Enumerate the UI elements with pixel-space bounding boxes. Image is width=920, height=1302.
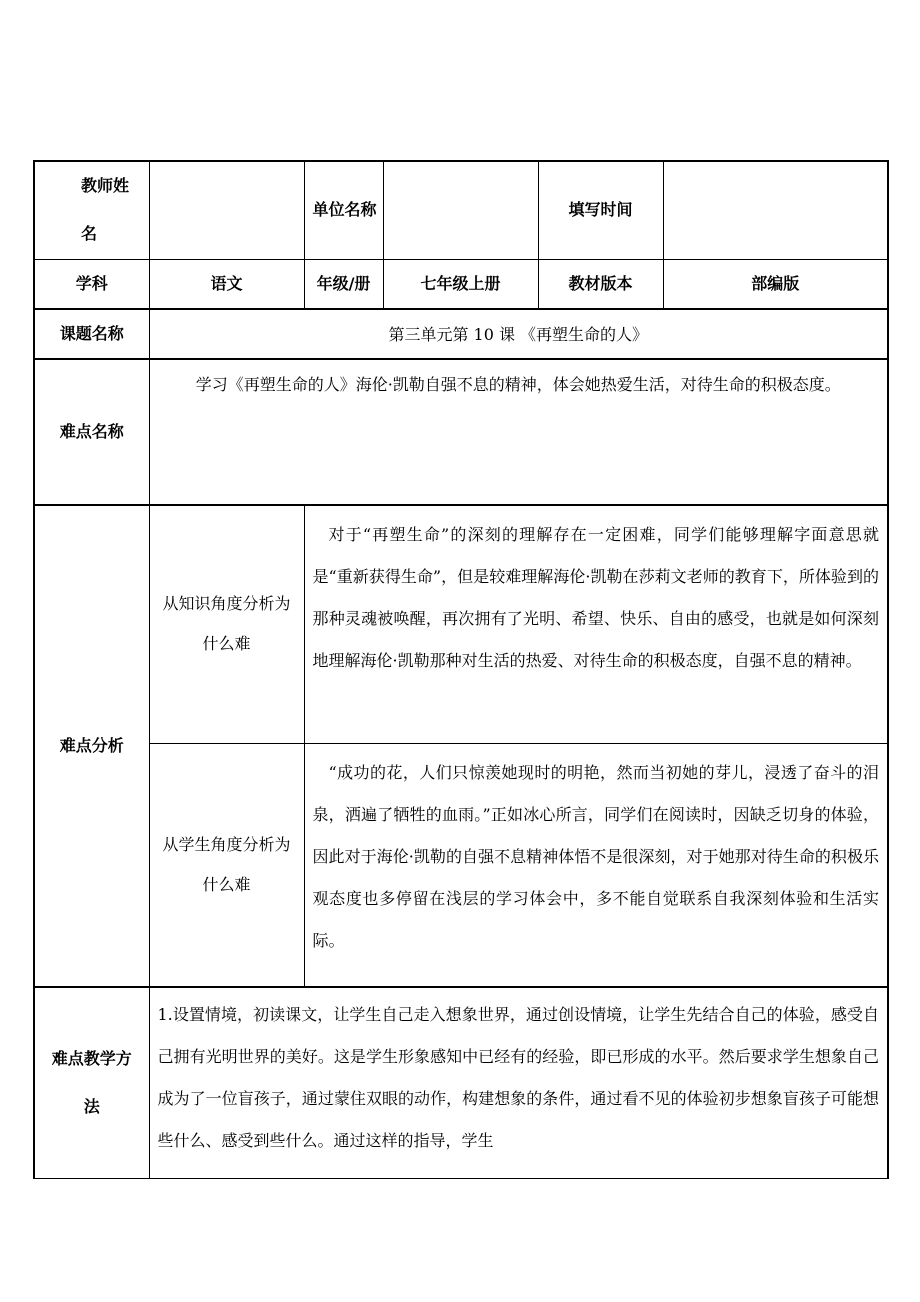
method-row	[34, 987, 888, 1179]
grade-label: 年级/册	[304, 259, 383, 309]
lesson-plan-table	[33, 160, 889, 1179]
teacher-name-label-cell	[34, 161, 149, 259]
knowledge-text: 对于“再塑生命”的深刻的理解存在一定困难，同学们能够理解字面意思就是“重新获得生命”，但是较难理解海伦·凯勒在莎莉文老师的教育下，所体验到的那种灵魂被唤醒，再次拥有了光明、希望、快乐、自由的感受，也就是如何深刻地理解海伦·凯勒那种对生活的热爱、对待生命的积极态度，自强不息的精神。	[312, 524, 879, 670]
edition-label: 教材版本	[538, 259, 663, 309]
student-label-cell	[149, 744, 304, 987]
unit-name-label-cell	[304, 161, 383, 259]
grade-value: 七年级上册	[383, 259, 538, 309]
difficulty-label: 难点名称	[34, 359, 149, 505]
lesson-row	[34, 309, 888, 359]
analysis-row-knowledge	[34, 505, 888, 744]
subject-value: 语文	[149, 259, 304, 309]
method-text-clip	[158, 994, 880, 1178]
teacher-name-value[interactable]	[149, 161, 304, 259]
lesson-label: 课题名称	[34, 309, 149, 359]
unit-name-label: 单位名称	[312, 200, 377, 220]
fill-time-value[interactable]	[663, 161, 888, 259]
header-row-2	[34, 259, 888, 309]
student-label: 从学生角度分析为什么难	[162, 834, 291, 894]
method-text: 1.设置情境，初读课文，让学生自己走入想象世界，通过创设情境，让学生先结合自己的体验，感受自己拥有光明世界的美好。这是学生形象感知中已经有的经验，即已形成的水平。然后要求学生想象自己成为了一位盲孩子，通过蒙住双眼的动作，构建想象的条件，通过看不见的体验初步想象盲孩子可能想些什么、感受到些什么。通过这样的指导，学生	[157, 1004, 879, 1150]
analysis-row-student	[34, 744, 888, 987]
student-text: “成功的花，人们只惊羡她现时的明艳，然而当初她的芽儿，浸透了奋斗的泪泉，洒遍了牺牲的血雨。”正如冰心所言，同学们在阅读时，因缺乏切身的体验，因此对于海伦·凯勒的自强不息精神体悟不是很深刻，对于她那对待生命的积极乐观态度也多停留在浅层的学习体会中，多不能自觉联系自我深刻体验和生活实际。	[312, 763, 879, 950]
teacher-name-label: 教师姓名	[81, 176, 130, 244]
unit-name-value[interactable]	[383, 161, 538, 259]
fill-time-label: 填写时间	[538, 161, 663, 259]
difficulty-row	[34, 359, 888, 505]
knowledge-text-cell	[304, 505, 888, 744]
knowledge-label-cell	[149, 505, 304, 744]
method-label-cell	[34, 987, 149, 1179]
difficulty-value-cell	[149, 359, 888, 505]
edition-value: 部编版	[663, 259, 888, 309]
analysis-label: 难点分析	[34, 505, 149, 987]
method-label: 难点教学方法	[51, 1048, 132, 1116]
subject-label: 学科	[34, 259, 149, 309]
knowledge-label: 从知识角度分析为什么难	[162, 594, 291, 654]
difficulty-value: 学习《再塑生命的人》海伦·凯勒自强不息的精神，体会她热爱生活，对待生命的积极态度。	[195, 374, 841, 394]
lesson-value: 第三单元第 10 课 《再塑生命的人》	[149, 309, 888, 359]
student-text-cell	[304, 744, 888, 987]
header-row-1	[34, 161, 888, 259]
method-text-cell	[149, 987, 888, 1179]
